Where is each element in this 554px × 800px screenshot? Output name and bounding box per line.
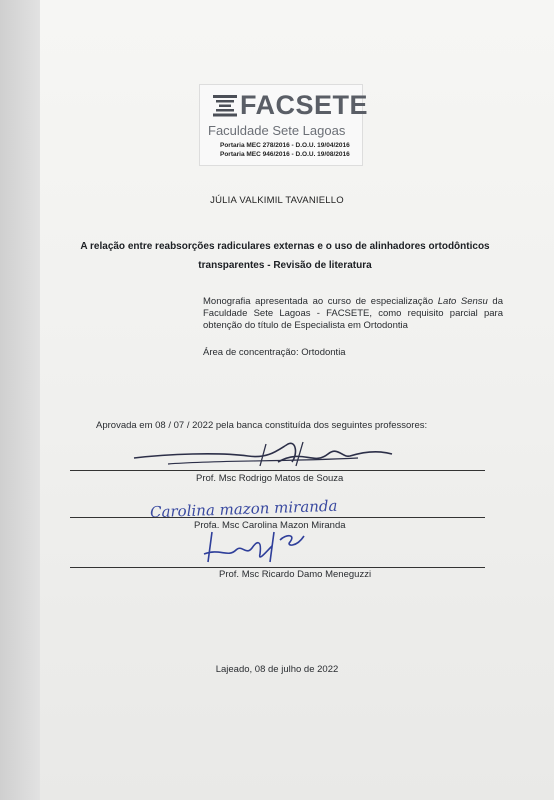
thesis-title (70, 237, 500, 275)
signature-line-2 (70, 517, 485, 518)
signature-ricardo (200, 528, 310, 568)
concentration-area: Área de concentração: Ortodontia (203, 347, 346, 358)
logo-subtitle: Faculdade Sete Lagoas (208, 123, 346, 138)
thesis-title-line-2: transparentes - Revisão de literatura (198, 260, 372, 271)
approval-statement: Aprovada em 08 / 07 / 2022 pela banca constituída dos seguintes professores: (96, 420, 428, 431)
description-text-1: Monografia apresentada ao curso de especialização (203, 296, 438, 307)
portaria-line-2: Portaria MEC 946/2016 - D.O.U. 19/08/2016 (220, 151, 350, 158)
logo-name: FACSETE (240, 90, 369, 120)
author-name: JÚLIA VALKIMIL TAVANIELLO (210, 195, 344, 206)
thesis-title-line-1: A relação entre reabsorções radiculares externas e o uso de alinhadores ortodônticos (80, 241, 490, 252)
signature-line-1 (70, 470, 485, 471)
place-and-date: Lajeado, 08 de julho de 2022 (215, 664, 339, 675)
signature-rodrigo (128, 436, 398, 472)
signature-line-3 (70, 567, 485, 568)
examiner-2-name: Profa. Msc Carolina Mazon Miranda (194, 520, 346, 531)
monograph-description (203, 296, 503, 332)
signature-carolina: Carolina mazon miranda (149, 496, 338, 522)
portaria-line-1: Portaria MEC 278/2016 - D.O.U. 19/04/2016 (220, 142, 350, 149)
description-text-2: da Faculdade Sete Lagoas - FACSETE, como requisito parcial para obtenção do título de Especialista em Ortodontia (203, 296, 503, 331)
background-edge (0, 0, 40, 800)
examiner-1-name: Prof. Msc Rodrigo Matos de Souza (196, 473, 344, 484)
examiner-3-name: Prof. Msc Ricardo Damo Meneguzzi (219, 569, 372, 580)
description-italic: Lato Sensu (437, 296, 488, 307)
facsete-logo (199, 84, 369, 166)
facsete-logo-mark-icon (212, 93, 238, 119)
